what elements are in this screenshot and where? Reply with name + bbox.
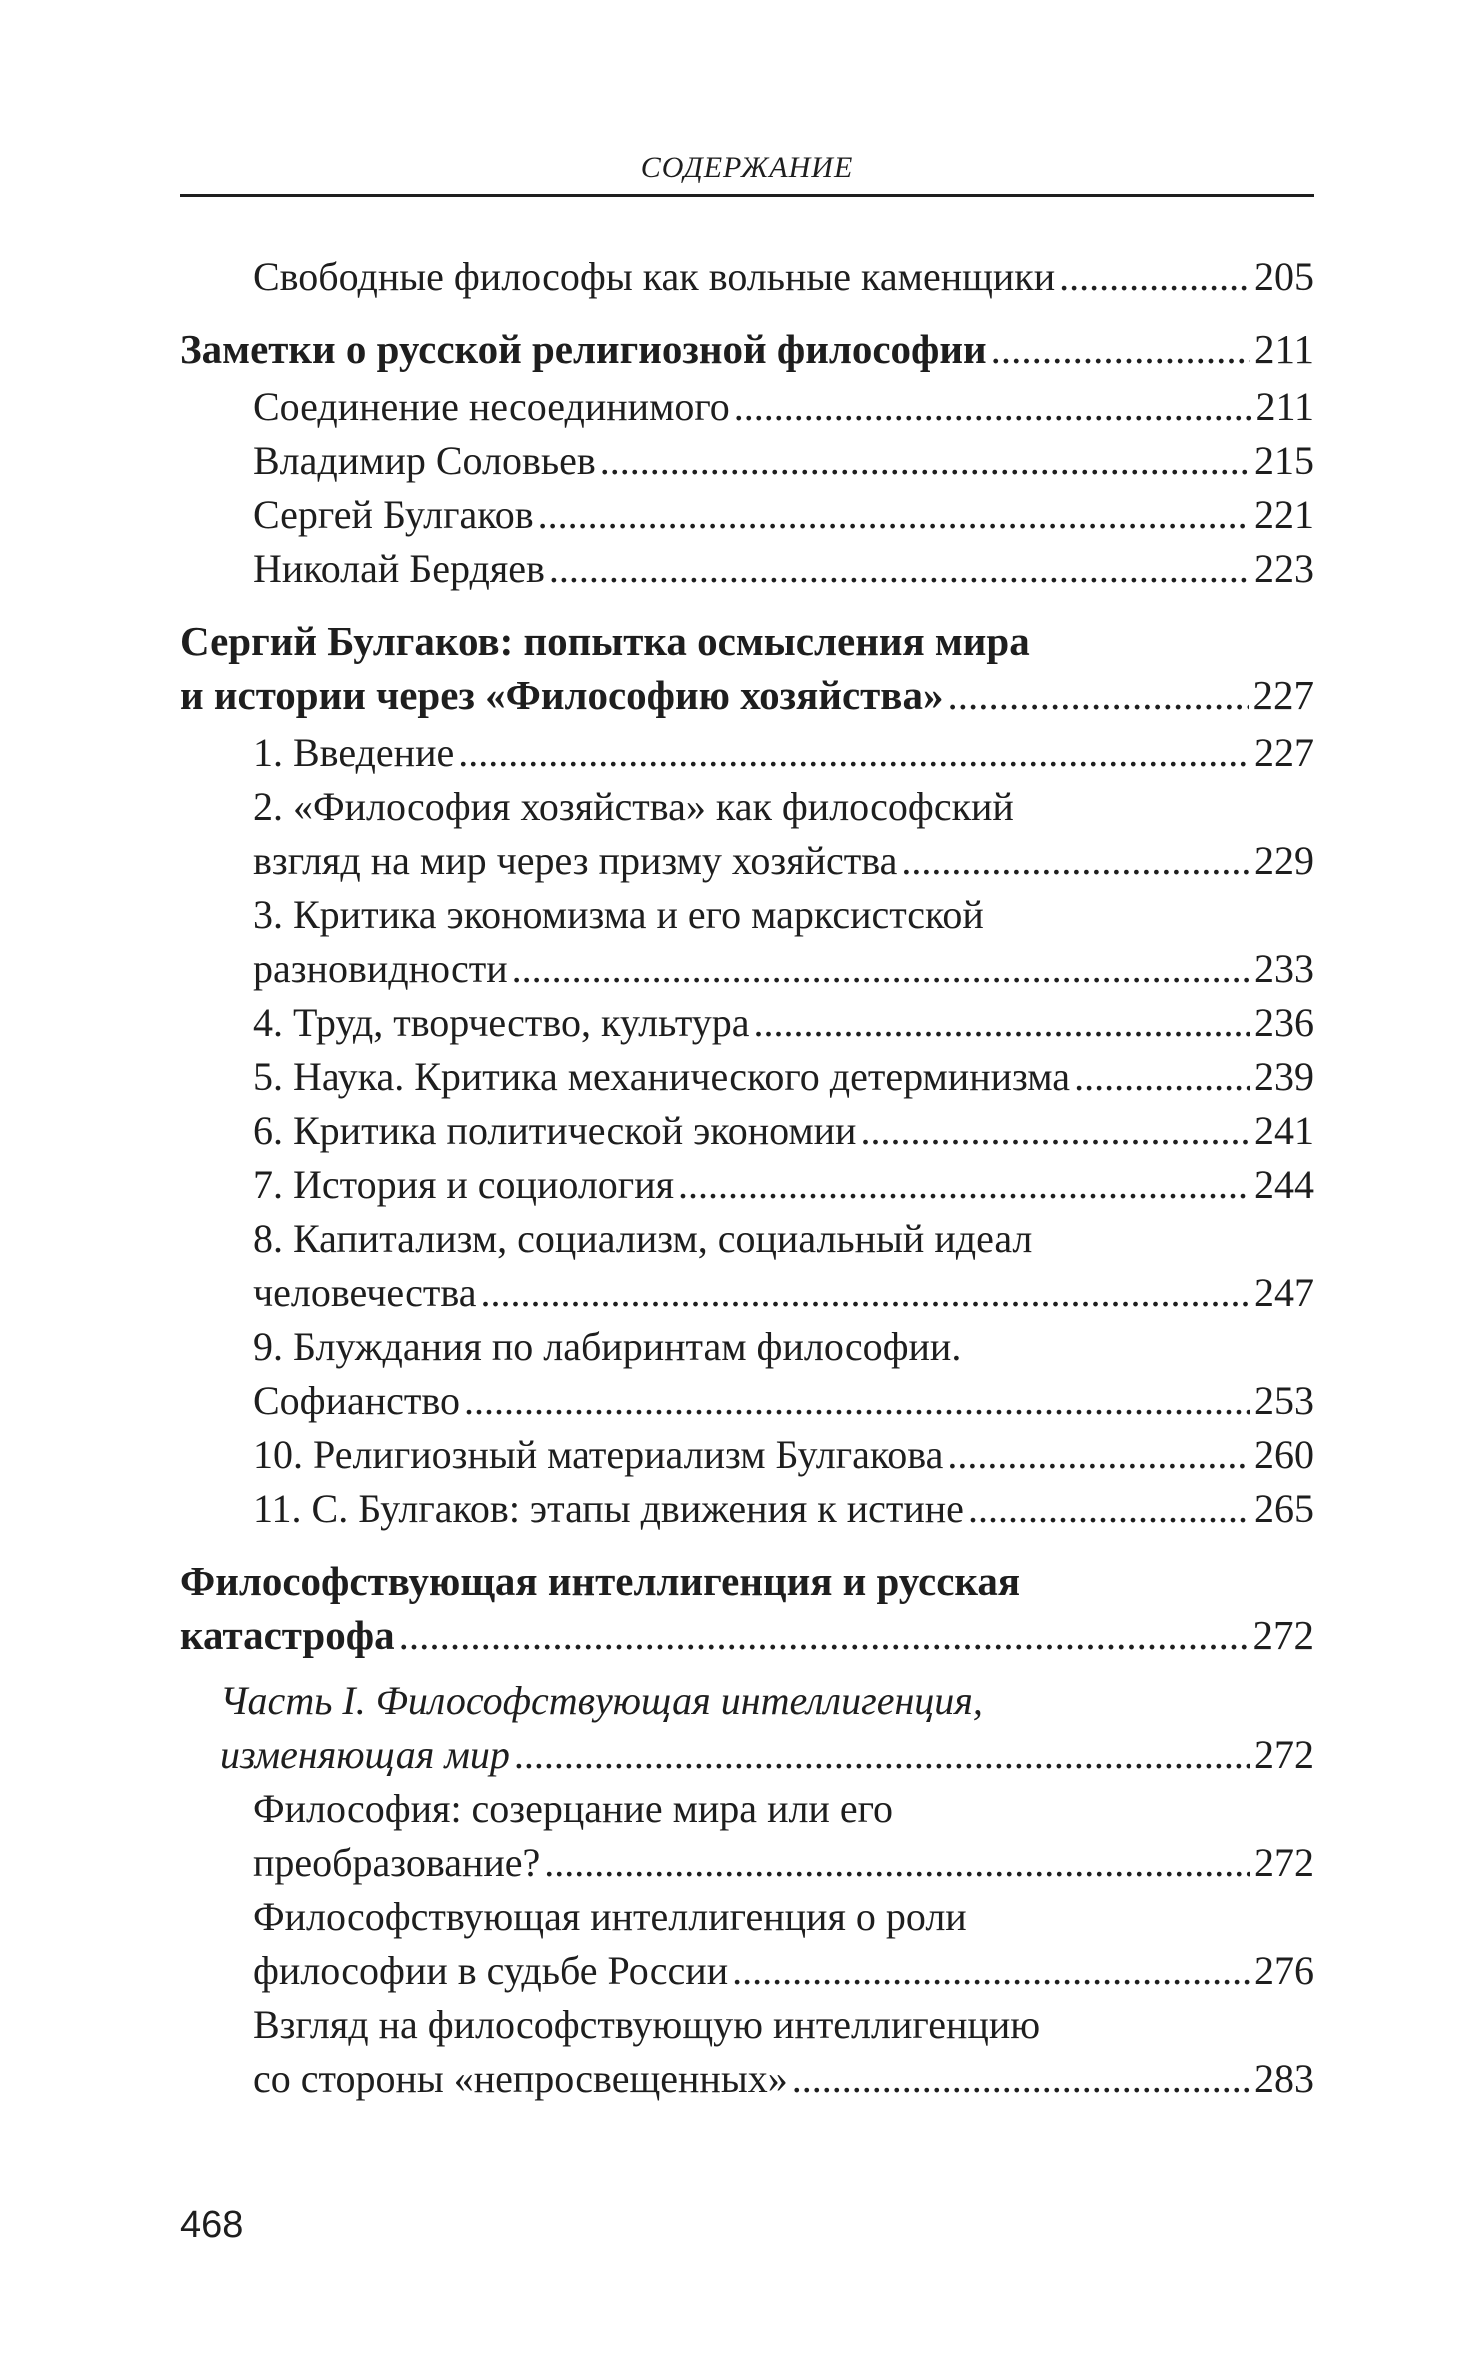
dot-leader [544, 1836, 1250, 1890]
toc-entry-title: 11. С. Булгаков: этапы движения к истине [253, 1486, 964, 1531]
toc-entry-title: Свободные философы как вольные каменщики [253, 254, 1056, 299]
toc-entry-title: философии в судьбе России [253, 1948, 729, 1993]
dot-leader [901, 834, 1250, 888]
toc-entry-page: 227 [1252, 672, 1314, 718]
page-number: 468 [180, 2204, 244, 2246]
toc-entry-title: Философия: созерцание мира или его [253, 1786, 893, 1831]
table-of-contents [180, 250, 1314, 2106]
toc-entry-page: 241 [1254, 1108, 1314, 1153]
dot-leader [1059, 250, 1250, 304]
toc-line [253, 1998, 1314, 2052]
toc-line [180, 614, 1314, 668]
toc-entry [180, 1104, 1314, 1158]
toc-line [253, 888, 1314, 942]
toc-entry [180, 1998, 1314, 2106]
toc-entry-title: 2. «Философия хозяйства» как философский [253, 784, 1014, 829]
toc-entry [180, 322, 1314, 376]
toc-line [253, 942, 1314, 996]
toc-entry [180, 614, 1314, 722]
toc-line [253, 1266, 1314, 1320]
toc-entry-title: и истории через «Философию хозяйства» [180, 672, 944, 718]
toc-entry-page: 283 [1254, 2056, 1314, 2101]
toc-entry-title: 8. Капитализм, социализм, социальный идеал [253, 1216, 1033, 1261]
toc-entry [180, 1428, 1314, 1482]
toc-entry-title: 4. Труд, творчество, культура [253, 1000, 750, 1045]
toc-entry-title: Заметки о русской религиозной философии [180, 326, 987, 372]
toc-entry-title: 7. История и социология [253, 1162, 675, 1207]
toc-line [253, 1836, 1314, 1890]
toc-entry-title: человечества [253, 1270, 477, 1315]
toc-line [253, 2052, 1314, 2106]
toc-line [253, 1782, 1314, 1836]
toc-entry-title: Сергий Булгаков: попытка осмысления мира [180, 618, 1030, 664]
toc-entry-page: 253 [1254, 1378, 1314, 1423]
toc-line [253, 488, 1314, 542]
dot-leader [512, 942, 1250, 996]
dot-leader [538, 488, 1250, 542]
toc-entry [180, 434, 1314, 488]
toc-entry [180, 1320, 1314, 1428]
dot-leader [678, 1158, 1250, 1212]
toc-entry-page: 239 [1254, 1054, 1314, 1099]
dot-leader [600, 434, 1250, 488]
toc-entry-page: 211 [1255, 384, 1314, 429]
toc-entry-title: Владимир Соловьев [253, 438, 596, 483]
toc-entry-title: разновидности [253, 946, 508, 991]
toc-line [253, 1374, 1314, 1428]
toc-line [180, 1554, 1314, 1608]
toc-entry-page: 223 [1254, 546, 1314, 591]
toc-entry-title: Философствующая интеллигенция о роли [253, 1894, 967, 1939]
toc-entry-title: Часть I. Философствующая интеллигенция, [220, 1678, 983, 1723]
dot-leader [514, 1728, 1250, 1782]
dot-leader [464, 1374, 1250, 1428]
toc-line [253, 1158, 1314, 1212]
toc-line [253, 1320, 1314, 1374]
dot-leader [399, 1608, 1249, 1662]
toc-entry-page: 276 [1254, 1948, 1314, 1993]
toc-line [253, 726, 1314, 780]
dot-leader [458, 726, 1250, 780]
toc-entry-page: 247 [1254, 1270, 1314, 1315]
toc-line [253, 1050, 1314, 1104]
toc-entry-page: 215 [1254, 438, 1314, 483]
toc-entry-title: взгляд на мир через призму хозяйства [253, 838, 898, 883]
toc-line [253, 1944, 1314, 1998]
dot-leader [734, 380, 1252, 434]
toc-entry-title: со стороны «непросвещенных» [253, 2056, 788, 2101]
dot-leader [968, 1482, 1250, 1536]
toc-line [253, 542, 1314, 596]
toc-entry [180, 1554, 1314, 1662]
toc-entry-page: 265 [1254, 1486, 1314, 1531]
toc-line [253, 1428, 1314, 1482]
toc-line [253, 780, 1314, 834]
toc-entry-page: 221 [1254, 492, 1314, 537]
toc-entry-page: 272 [1254, 1840, 1314, 1885]
toc-entry-page: 260 [1254, 1432, 1314, 1477]
dot-leader [991, 322, 1250, 376]
toc-entry [180, 888, 1314, 996]
toc-line [253, 1482, 1314, 1536]
dot-leader [947, 1428, 1250, 1482]
toc-line [253, 996, 1314, 1050]
toc-entry-page: 272 [1252, 1612, 1314, 1658]
toc-entry-page: 205 [1254, 254, 1314, 299]
toc-entry-page: 233 [1254, 946, 1314, 991]
toc-line [253, 834, 1314, 888]
toc-entry [180, 1482, 1314, 1536]
toc-entry-title: Соединение несоединимого [253, 384, 730, 429]
toc-entry-title: 6. Критика политической экономии [253, 1108, 857, 1153]
dot-leader [792, 2052, 1250, 2106]
toc-entry-title: 5. Наука. Критика механического детерминизма [253, 1054, 1071, 1099]
running-head: СОДЕРЖАНИЕ [640, 151, 854, 184]
toc-line [180, 1608, 1314, 1662]
toc-entry-page: 229 [1254, 838, 1314, 883]
dot-leader [754, 996, 1250, 1050]
toc-entry [180, 780, 1314, 888]
toc-entry-page: 244 [1254, 1162, 1314, 1207]
toc-entry-title: Взгляд на философствующую интеллигенцию [253, 2002, 1041, 2047]
toc-entry [180, 1212, 1314, 1320]
toc-line [253, 1212, 1314, 1266]
toc-entry [180, 1890, 1314, 1998]
toc-entry-page: 236 [1254, 1000, 1314, 1045]
dot-leader [1074, 1050, 1250, 1104]
toc-entry [180, 1674, 1314, 1782]
toc-entry [180, 250, 1314, 304]
toc-entry-title: Софианство [253, 1378, 461, 1423]
header-rule [180, 194, 1314, 197]
toc-line [220, 1728, 1314, 1782]
toc-entry [180, 1158, 1314, 1212]
dot-leader [480, 1266, 1250, 1320]
toc-entry [180, 380, 1314, 434]
toc-entry-title: преобразование? [253, 1840, 541, 1885]
toc-entry-title: 1. Введение [253, 730, 455, 775]
toc-line [253, 380, 1314, 434]
toc-entry [180, 542, 1314, 596]
dot-leader [549, 542, 1250, 596]
toc-entry-title: катастрофа [180, 1612, 395, 1658]
toc-entry [180, 1782, 1314, 1890]
toc-line [180, 322, 1314, 376]
dot-leader [947, 668, 1248, 722]
toc-entry-title: Сергей Булгаков [253, 492, 534, 537]
toc-entry-page: 272 [1254, 1732, 1314, 1777]
toc-line [253, 434, 1314, 488]
toc-line [253, 250, 1314, 304]
toc-entry-title: 10. Религиозный материализм Булгакова [253, 1432, 944, 1477]
toc-line [180, 668, 1314, 722]
toc-entry-page: 227 [1254, 730, 1314, 775]
toc-line [220, 1674, 1314, 1728]
toc-entry-title: изменяющая мир [220, 1732, 510, 1777]
toc-entry-title: 9. Блуждания по лабиринтам философии. [253, 1324, 962, 1369]
toc-line [253, 1104, 1314, 1158]
toc-entry-page: 211 [1254, 326, 1314, 372]
dot-leader [732, 1944, 1250, 1998]
toc-entry-title: Философствующая интеллигенция и русская [180, 1558, 1021, 1604]
dot-leader [860, 1104, 1250, 1158]
toc-entry [180, 996, 1314, 1050]
toc-entry [180, 1050, 1314, 1104]
toc-line [253, 1890, 1314, 1944]
toc-entry-title: 3. Критика экономизма и его марксистской [253, 892, 984, 937]
toc-entry [180, 488, 1314, 542]
toc-entry-title: Николай Бердяев [253, 546, 545, 591]
toc-entry [180, 726, 1314, 780]
